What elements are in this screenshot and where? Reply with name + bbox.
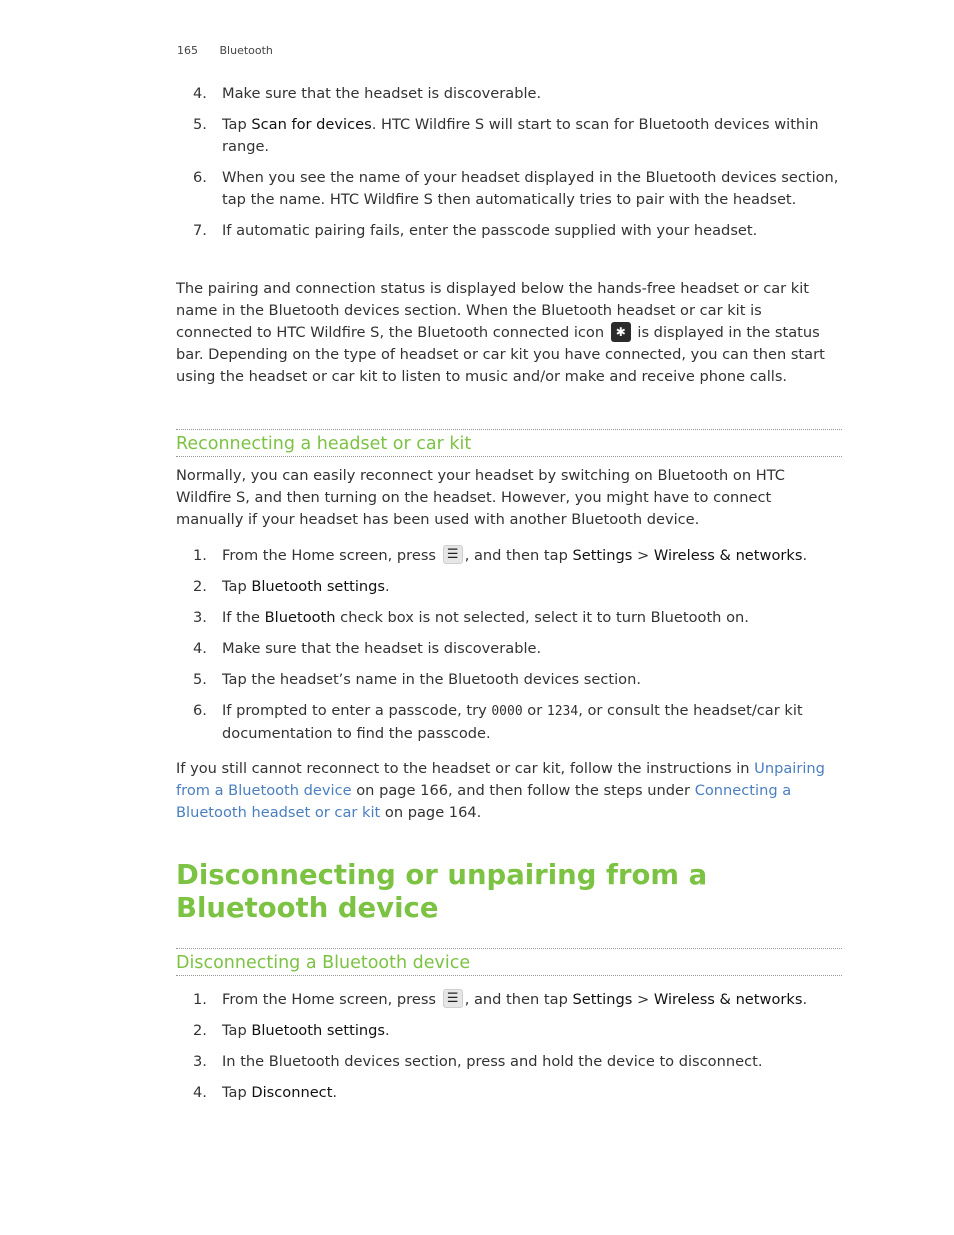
ui-term: Scan for devices [251,116,372,133]
list-item: 5. Tap the headset’s name in the Bluetooth devices section. [193,671,641,688]
page-header [177,44,273,57]
page-number: 165 [177,44,198,57]
list-item: 2. Tap Bluetooth settings. [193,578,390,595]
reconnect-heading: Reconnecting a headset or car kit [176,429,842,457]
list-item: 7. If automatic pairing fails, enter the passcode supplied with your headset. [193,222,758,239]
page-title: Disconnecting or unpairing from a Bluetooth device [176,859,708,924]
list-item: 4. Make sure that the headset is discoverable. [193,85,542,102]
list-item: 3. If the Bluetooth check box is not selected, select it to turn Bluetooth on. [193,609,749,626]
menu-icon: ☰ [443,545,463,564]
passcode-1234: 1234 [546,704,579,719]
disconnect-steps [176,989,842,1113]
link-connecting[interactable]: Connecting a Bluetooth headset or car kit [176,782,792,821]
list-item: 4. Tap Disconnect. [193,1084,338,1101]
pairing-steps [176,83,842,251]
list-item: 5. Tap Scan for devices. HTC Wildfire S will start to scan for Bluetooth devices within range. [193,116,819,155]
list-item: 1. From the Home screen, press ☰ , and then tap Settings > Wireless & networks. [193,546,808,564]
list-item: 6. If prompted to enter a passcode, try 0000 or 1234, or consult the headset/car kit documentation to find the passcode. [193,702,803,742]
link-unpairing[interactable]: Unpairing from a Bluetooth device [176,760,825,799]
passcode-0000: 0000 [491,704,523,719]
section-name: Bluetooth [219,44,273,57]
disconnect-heading: Disconnecting a Bluetooth device [176,948,842,976]
list-item: 1. From the Home screen, press ☰ , and then tap Settings > Wireless & networks. [193,990,808,1008]
list-item: 3. In the Bluetooth devices section, press and hold the device to disconnect. [193,1053,763,1070]
bluetooth-connected-icon: ✱ [611,322,631,342]
list-item: 4. Make sure that the headset is discoverable. [193,640,542,657]
menu-icon: ☰ [443,989,463,1008]
reconnect-outro: If you still cannot reconnect to the headset or car kit, follow the instructions in Unpairing from a Bluetooth device on page 166, and then follow the steps under Connecting a Bluetooth headset or car kit on page 164. [176,760,825,821]
status-paragraph: The pairing and connection status is displayed below the hands-free headset or car kit name in the Bluetooth devices section. When the Bluetooth headset or car kit is connected to HTC Wildfire S, the Bluetooth connected icon ✱ is displayed in the status bar. Depending on the type of headset or car kit you have connected, you can then start using the headset or car kit to listen to music and/or make and receive phone calls. [176,280,825,385]
reconnect-intro: Normally, you can easily reconnect your headset by switching on Bluetooth on HTC Wildfire S, and then turning on the headset. However, you might have to connect manually if your headset has been used with another Bluetooth device. [176,467,785,528]
list-item: 6. When you see the name of your headset displayed in the Bluetooth devices section, tap the name. HTC Wildfire S then automatically tries to pair with the headset. [193,169,839,208]
reconnect-steps [176,545,842,754]
list-item: 2. Tap Bluetooth settings. [193,1022,390,1039]
